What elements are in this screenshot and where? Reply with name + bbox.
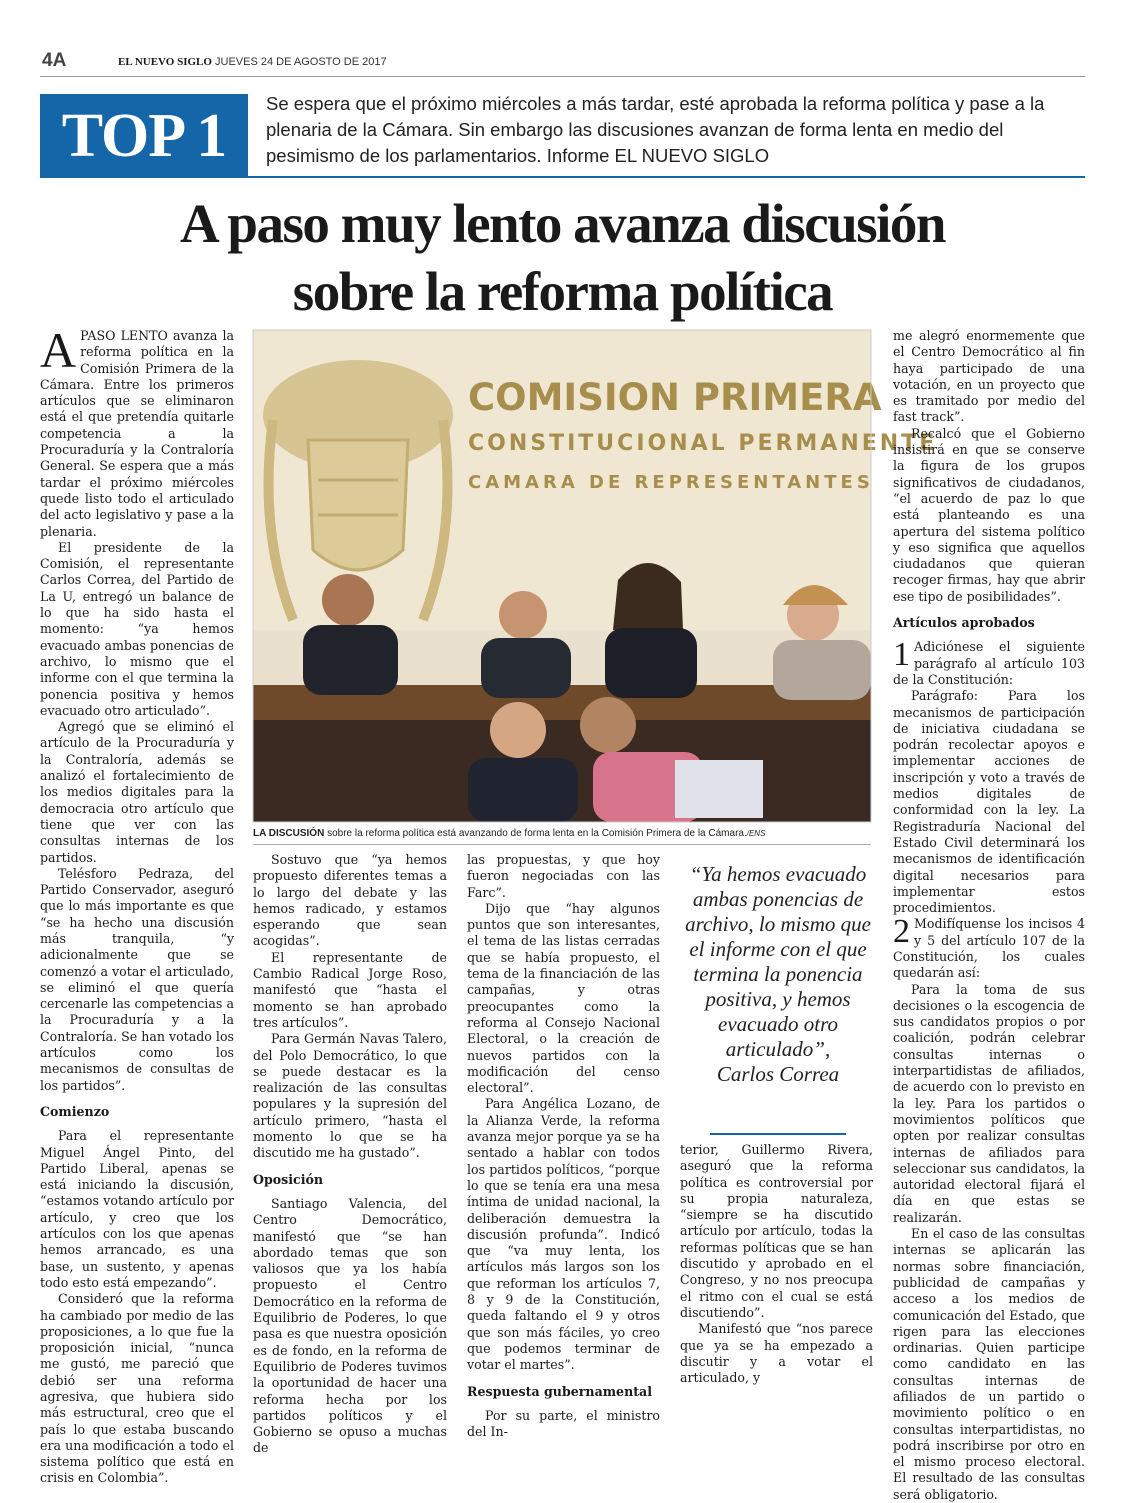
article-number-2: 2 bbox=[893, 913, 910, 951]
article-photo bbox=[253, 330, 938, 822]
sign-line-1: COMISION PRIMERA bbox=[468, 376, 882, 419]
paragraph: 1 Adiciónese el siguiente parágrafo al artículo 103 de la Constitución: bbox=[893, 636, 1085, 687]
sign-line-2: CONSTITUCIONAL PERMANENTE bbox=[468, 431, 938, 456]
paragraph: terior, Guillermo Rivera, aseguró que la reforma política es controversial por su propia naturaleza, “siempre se ha discutido artículo por artículo, todas la reformas políticas que se han discutido y aprobado en el Congreso, y no nos preocupa el ritmo con el cual se está discutiendo”. bbox=[680, 1142, 873, 1320]
publication-name: EL NUEVO SIGLO bbox=[118, 56, 212, 68]
pull-quote-author: Carlos Correa bbox=[716, 1062, 840, 1086]
article-column-1 bbox=[40, 322, 234, 1487]
article-column-5 bbox=[893, 328, 1085, 1503]
paragraph: Por su parte, el ministro del In- bbox=[467, 1407, 660, 1440]
paragraph: Para el representante Miguel Ángel Pinto, del Partido Liberal, apenas se está iniciando la discusión, “estamos votando artículo por artículo, y creo que los artículos con los que apenas hemos arrancado, es una base, un sustento, y apenas todo esto está empezando”. bbox=[40, 1128, 234, 1290]
headline-line-2: sobre la reforma política bbox=[292, 261, 833, 322]
article-column-4 bbox=[680, 1142, 873, 1386]
page-number: 4A bbox=[42, 50, 67, 71]
subheading: Respuesta gubernamental bbox=[467, 1383, 652, 1399]
paragraph: En el caso de las consultas internas se aplicarán las normas sobre financiación, publicidad de campañas y acceso a los medios de comunicación del Estado, que rigen para las elecciones ordinarias. Quien participe como candidato en las consultas internas de afiliados de un partido o movimiento político o en consultas interpartidistas, no podrá inscribirse por otro en el mismo proceso electoral. El resultado de las consultas será obligatorio. bbox=[893, 1226, 1085, 1502]
subheading: Artículos aprobados bbox=[893, 615, 1035, 631]
caption-divider bbox=[253, 844, 871, 845]
paragraph: Dijo que “hay algunos puntos que son interesantes, el tema de las listas cerradas que se había propuesto, el tema de la financiación de las campañas, y otras preocupantes como la reforma al Consejo Nacional Electoral, o la creación de nuevos partidos con la modificación del censo electoral”. bbox=[467, 900, 660, 1096]
top-label-box: TOP 1 bbox=[40, 94, 248, 178]
subheading: Comienzo bbox=[40, 1103, 110, 1119]
paragraph: Para la toma de sus decisiones o la escogencia de sus candidatos propios o por coalición, podrán celebrar consultas internas o interpartidistas de afiliados, de acuerdo con lo previsto en la ley. Para los partidos o movimientos políticos que opten por realizar consultas internas de afiliados para seleccionar sus candidatos, la autoridad electoral fijará el día en que estas se realizarán. bbox=[893, 981, 1085, 1225]
publication-date: JUEVES 24 DE AGOSTO DE 2017 bbox=[215, 56, 387, 68]
paragraph: Agregó que se eliminó el artículo de la Procuraduría y la Contraloría, además se analizó el fortalecimiento de los medios digitales para la democracia otro artículo que tiene que ver con las consultas internas de los partidos. bbox=[40, 719, 234, 865]
top-summary: Se espera que el próximo miércoles a más tardar, esté aprobada la reforma política y pase a la plenaria de la Cámara. Sin embargo las discusiones avanzan de forma lenta en medio del pesimismo de los parlamentarios. Informe EL NUEVO SIGLO bbox=[266, 93, 1045, 166]
paragraph: las propuestas, y que hoy fueron negociadas con las Farc”. bbox=[467, 852, 660, 900]
photo-caption: LA DISCUSIÓN sobre la reforma política está avanzando de forma lenta en la Comisión Primera de la Cámara./ENS bbox=[253, 828, 766, 839]
pull-quote-rule bbox=[710, 1133, 846, 1135]
drop-cap: A bbox=[40, 322, 77, 378]
paragraph: Para Germán Navas Talero, del Polo Democrático, lo que se puede destacar es la realización de las consultas populares y la supresión del artículo primero, “hasta el momento lo que se ha discutido me ha gustado”. bbox=[253, 1031, 447, 1161]
paragraph: Recalcó que el Gobierno insistirá en que se conserve la figura de los grupos significativos de ciudadanos, “el acuerdo de paz lo que está planteando es una apertura del sistema político y eso significa que aquellos ciudadanos que quieran recoger firmas, hay que abrir ese tipo de posibilidades”. bbox=[893, 425, 1085, 604]
pull-quote bbox=[685, 862, 871, 1087]
paragraph: Santiago Valencia, del Centro Democrático, manifestó que “se han abordado temas que son valiosos que ya los había propuesto el Centro Democrático en la reforma de Equilibrio de Poderes, lo que pasa es que nuestra oposición es de fondo, en la reforma de Equilibrio de Poderes tuvimos la oportunidad de hacer una reforma hecha por los partidos políticos y el Gobierno se opuso a muchas de bbox=[253, 1195, 447, 1456]
article-column-3 bbox=[467, 852, 660, 1440]
headline-line-1: A paso muy lento avanza discusión bbox=[180, 193, 945, 254]
subheading: Oposición bbox=[253, 1171, 324, 1187]
laptop bbox=[675, 760, 763, 818]
paragraph: Telésforo Pedraza, del Partido Conservador, aseguró que lo más importante es que “se ha hecho una discusión más tranquila, “y adicionalmente que se comenzó a votar el articulado, se eliminó el que quería cercenarle las competencias a la Procuraduría y a la Contraloría. Se han votado los artículos como los mecanismos de consultas de los partidos”. bbox=[40, 865, 234, 1093]
paragraph: Sostuvo que “ya hemos propuesto diferentes temas a lo largo del debate y las hemos radicado, y estamos esperando que sean acogidas”. bbox=[253, 852, 447, 949]
headline bbox=[40, 190, 1085, 326]
paragraph: Manifestó que “nos parece que ya se ha empezado a discutir y a votar el articulado, y bbox=[680, 1321, 873, 1386]
page-header bbox=[40, 50, 1085, 77]
paragraph: El representante de Cambio Radical Jorge Roso, manifestó que “hasta el momento se han aprobado tres artículos”. bbox=[253, 949, 447, 1030]
pull-quote-text: “Ya hemos evacuado ambas ponencias de archivo, lo mismo que el informe con el que termina la ponencia positiva, y hemos evacuado otro articulado”, bbox=[685, 862, 871, 1061]
paragraph: APASO LENTO avanza la reforma política en la Comisión Primera de la Cámara. Entre los primeros artículos que se eliminaron está el que pretendía quitarle competencia a la Procuraduría y la Contraloría General. Se espera que a más tardar el próximo miércoles quede listo todo el articulado del acto legislativo y pase a la plenaria. bbox=[40, 322, 234, 539]
committee-photo-illustration bbox=[253, 330, 938, 822]
photo-credit: /ENS bbox=[746, 829, 766, 838]
paragraph: Parágrafo: Para los mecanismos de participación de iniciativa ciudadana se podrán recolectar apoyos e implementar acciones de inscripción y voto a través de medios digitales de conformidad con la ley. La Registraduría Nacional del Estado Civil determinará los mecanismos de identificación digital necesarios para implementar estos procedimientos. bbox=[893, 688, 1085, 916]
paragraph: 2 Modifíquense los incisos 4 y 5 del artículo 107 de la Constitución, los cuales quedarán así: bbox=[893, 913, 1085, 981]
paragraph: Para Angélica Lozano, de la Alianza Verde, la reforma avanza mejor porque ya se ha sentado a hablar con todos los partidos políticos, “porque lo que se tenía era una mesa íntima de unidad nacional, la deliberación demuestra la discusión profunda”. Indicó que “va muy lenta, los artículos más largos son los que reforman los artículos 7, 8 y 9 de la Constitución, queda faltando el 9 y otros que son más fáciles, yo creo que podemos terminar de votar el martes”. bbox=[467, 1096, 660, 1373]
paragraph: Consideró que la reforma ha cambiado por medio de las proposiciones, a lo que fue la proposición inicial, “nunca me gustó, me pareció que debió ser una reforma agresiva, que hubiera sido más estructural, creo que el país lo que estaba buscando era una modificación a todo el sistema político que está en crisis en Colombia”. bbox=[40, 1291, 234, 1486]
article-number-1: 1 bbox=[893, 636, 910, 674]
article-column-2 bbox=[253, 852, 447, 1457]
paragraph: me alegró enormemente que el Centro Democrático al fin haya participado de una votación, en un proyecto que es tramitado por medio del fast track”. bbox=[893, 328, 1085, 425]
paragraph: El presidente de la Comisión, el representante Carlos Correa, del Partido de La U, entregó un balance de lo que ha sido hasta el momento: “ya hemos evacuado ambas ponencias de archivo, lo mismo que el informe con el que termina la ponencia positiva y hemos evacuado otro articulado”. bbox=[40, 539, 234, 718]
sign-line-3: CAMARA DE REPRESENTANTES bbox=[468, 472, 874, 493]
top-divider bbox=[40, 176, 1085, 178]
